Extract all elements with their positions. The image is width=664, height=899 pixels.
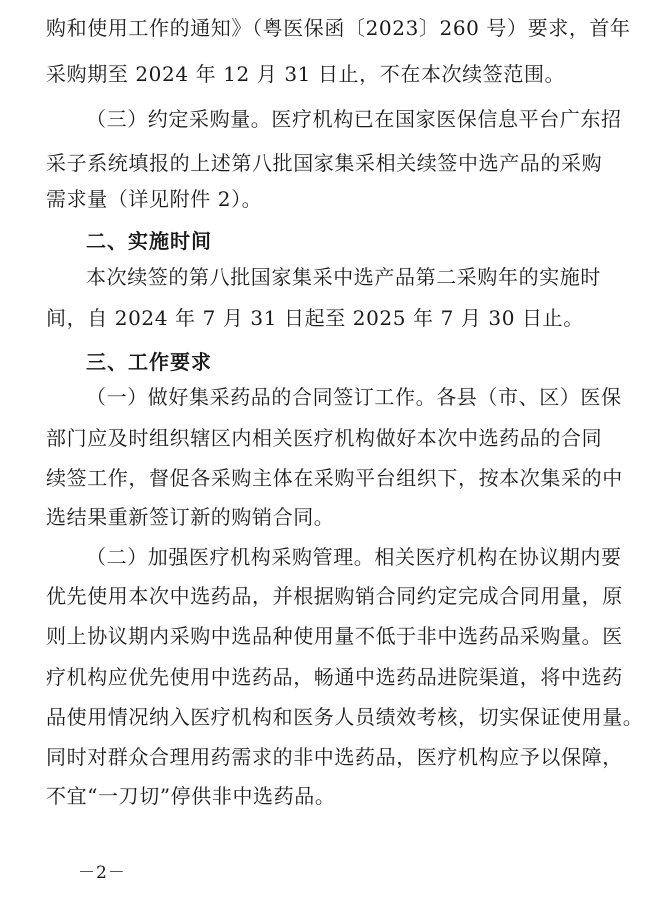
page-number: －2－ <box>78 863 126 883</box>
paragraph-line: 同时对群众合理用药需求的非中选药品，医疗机构应予以保障， <box>46 745 623 769</box>
paragraph-line: 续签工作，督促各采购主体在采购平台组织下，按本次集采的中 <box>46 466 623 490</box>
paragraph-line: 本次续签的第八批国家集采中选产品第二采购年的实施时 <box>86 265 601 289</box>
paragraph-line: 优先使用本次中选药品，并根据购销合同约定完成合同用量，原 <box>46 584 623 608</box>
paragraph-line: 采子系统填报的上述第八批国家集采相关续签中选产品的采购 <box>46 151 603 175</box>
paragraph-line: 选结果重新签订新的购销合同。 <box>46 505 335 529</box>
paragraph-line: 间，自 2024 年 7 月 31 日起至 2025 年 7 月 30 日止。 <box>46 306 584 330</box>
paragraph-line: 采购期至 2024 年 12 月 31 日止，不在本次续签范围。 <box>46 62 566 86</box>
paragraph-line: 品使用情况纳入医疗机构和医务人员绩效考核，切实保证使用量。 <box>46 705 644 729</box>
paragraph-line: （二）加强医疗机构采购管理。相关医疗机构在协议期内要 <box>86 545 622 569</box>
paragraph-line: 则上协议期内采购中选品种使用量不低于非中选药品采购量。医 <box>46 624 623 648</box>
paragraph-line: 需求量（详见附件 2）。 <box>46 187 263 211</box>
paragraph-line: 购和使用工作的通知》（粤医保函〔2023〕260 号）要求，首年 <box>46 16 631 40</box>
paragraph-line: 疗机构应优先使用中选药品，畅通中选药品进院渠道，将中选药 <box>46 665 623 689</box>
section-heading: 二、实施时间 <box>86 229 212 253</box>
paragraph-line: （一）做好集采药品的合同签订工作。各县（市、区）医保 <box>86 385 622 409</box>
section-heading: 三、工作要求 <box>86 350 212 374</box>
paragraph-line: （三）约定采购量。医疗机构已在国家医保信息平台广东招 <box>86 107 622 131</box>
paragraph-line: 部门应及时组织辖区内相关医疗机构做好本次中选药品的合同 <box>46 426 603 450</box>
paragraph-line: 不宜“一刀切”停供非中选药品。 <box>46 784 336 808</box>
